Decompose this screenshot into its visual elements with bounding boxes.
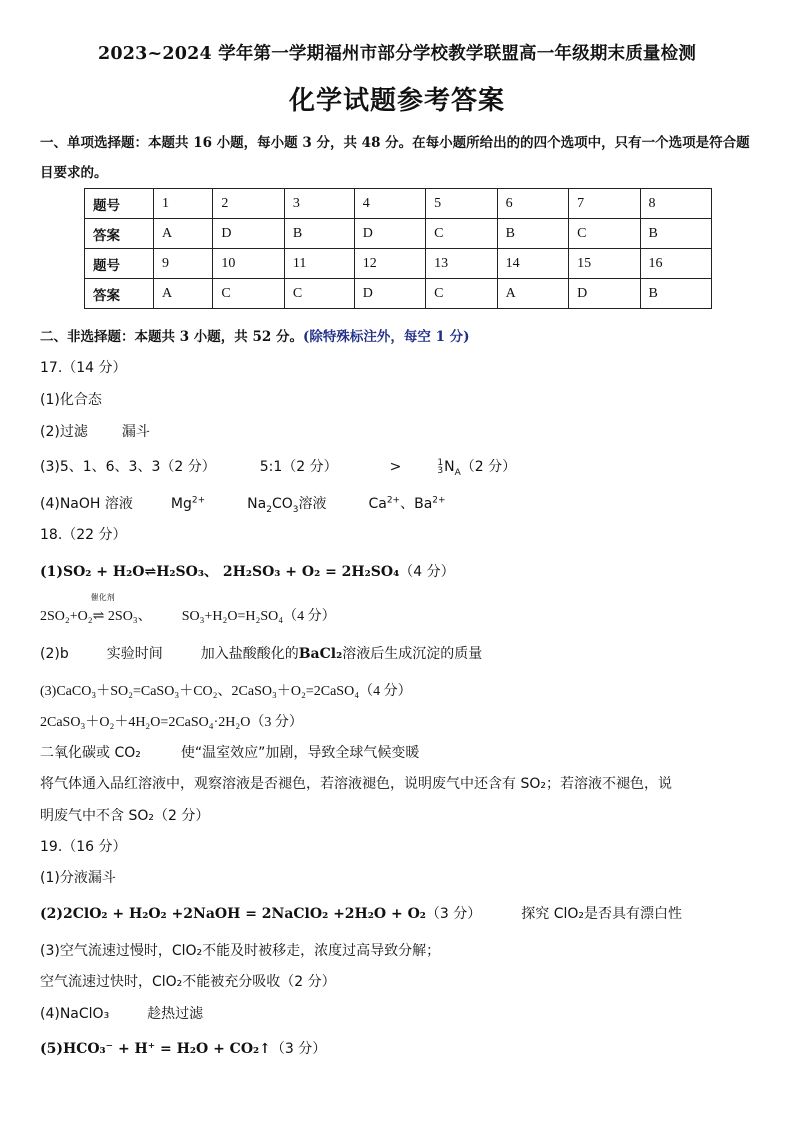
table-cell: C xyxy=(426,279,497,309)
q17-answer-2b: 漏斗 xyxy=(121,424,150,440)
table-row-label: 答案 xyxy=(85,219,154,249)
q18-answer-2d: BaCl₂ xyxy=(298,646,343,662)
fraction-denominator: 3 xyxy=(437,466,444,476)
charge-superscript: 2+ xyxy=(191,495,206,506)
q19-line-5 xyxy=(40,1003,203,1023)
table-cell: 5 xyxy=(426,189,497,219)
table-cell: 13 xyxy=(426,249,497,279)
q17-answer-2 xyxy=(40,421,150,441)
q17-answer-3d-score: （2 分） xyxy=(460,459,517,475)
catalyst-label: 催化剂 xyxy=(90,593,115,602)
formula-part: 溶液 xyxy=(298,496,327,512)
q19-line-4: 空气流速过快时，ClO₂不能被充分吸收（2 分） xyxy=(40,974,336,990)
formula-part: CO xyxy=(271,496,293,512)
q18-line-6 xyxy=(40,742,419,762)
q17-fraction xyxy=(437,459,443,475)
table-cell: B xyxy=(497,219,568,249)
q17-answer-3c: > xyxy=(389,459,402,475)
q19-line-2 xyxy=(40,903,682,923)
table-cell: D xyxy=(354,219,425,249)
q17-answer-3b: 5:1（2 分） xyxy=(259,459,338,475)
table-cell: C xyxy=(213,279,284,309)
table-cell: 3 xyxy=(284,189,354,219)
table-cell: B xyxy=(640,219,711,249)
table-row-label: 答案 xyxy=(85,279,154,309)
table-row xyxy=(85,249,712,279)
exam-header: 2023~2024 学年第一学期福州市部分学校教学联盟高一年级期末质量检测 xyxy=(97,44,697,64)
section-2-instructions xyxy=(40,325,470,345)
q19-answer-4a: (4)NaClO₃ xyxy=(40,1006,110,1022)
fraction-numerator: 1 xyxy=(437,458,444,468)
q17-answer-4c: $Na_2CO_3$溶液 xyxy=(247,496,327,515)
table-cell: 1 xyxy=(154,189,213,219)
formula-part: Ca xyxy=(368,496,387,512)
table-cell: D xyxy=(569,279,640,309)
table-cell: D xyxy=(213,219,284,249)
q18-equation-2b: ⇌ 2SO₃、 xyxy=(92,609,152,624)
table-cell: 10 xyxy=(213,249,284,279)
section-2-note: (除特殊标注外，每空 1 分) xyxy=(302,329,470,345)
table-cell: 14 xyxy=(497,249,568,279)
table-row-label: 题号 xyxy=(85,249,154,279)
answer-table xyxy=(84,188,712,309)
q19-line-1: (1)分液漏斗 xyxy=(40,870,116,886)
table-cell: B xyxy=(640,279,711,309)
q17-heading: 17.（14 分） xyxy=(40,360,127,376)
table-cell: 15 xyxy=(569,249,640,279)
table-cell: B xyxy=(284,219,354,249)
q17-answer-4d: $Ca^{2+}$、$Ba^{2+}$ xyxy=(368,495,446,512)
q18-answer-2b: 实验时间 xyxy=(106,646,163,662)
section-2-text: 二、非选择题：本题共 3 小题，共 52 分。 xyxy=(40,329,303,345)
q18-equation-2c: SO₃+H₂O=H₂SO₄（4 分） xyxy=(181,609,336,624)
table-cell: C xyxy=(284,279,354,309)
table-cell: 7 xyxy=(569,189,640,219)
q18-equation-2a: 2SO₂+O₂ xyxy=(40,609,93,624)
q19-line-2-score: （3 分） xyxy=(425,906,482,922)
q17-answer-1: (1)化合态 xyxy=(40,392,102,408)
table-cell: 16 xyxy=(640,249,711,279)
q17-answer-3 xyxy=(40,456,516,478)
q17-answer-4b: Mg xyxy=(170,496,192,512)
q18-line-5: 2CaSO₃＋O₂＋4H₂O=2CaSO₄·2H₂O（3 分） xyxy=(40,715,303,730)
table-cell: 12 xyxy=(354,249,425,279)
q18-equation-1: (1)SO₂ + H₂O⇌H₂SO₃、 2H₂SO₃ + O₂ = 2H₂SO₄ xyxy=(40,564,400,580)
table-cell: A xyxy=(497,279,568,309)
q17-answer-4 xyxy=(40,493,446,515)
formula-part: Na xyxy=(247,496,267,512)
q18-answer-2e: 溶液后生成沉淀的质量 xyxy=(342,646,483,662)
q19-line-6-score: （3 分） xyxy=(270,1041,327,1057)
q19-line-2-purpose: 探究 ClO₂是否具有漂白性 xyxy=(521,906,683,922)
q17-answer-3a: (3)5、1、6、3、3（2 分） xyxy=(40,459,216,475)
table-cell: 9 xyxy=(154,249,213,279)
page-title: 化学试题参考答案 xyxy=(288,86,505,116)
q18-line-4: (3)CaCO₃＋SO₂=CaSO₃＋CO₂、2CaSO₃＋O₂=2CaSO₄（4 分） xyxy=(40,684,412,699)
table-cell: 2 xyxy=(213,189,284,219)
catalyst-arrow xyxy=(90,593,152,625)
q19-equation-5: (5)HCO₃⁻ + H⁺ = H₂O + CO₂↑ xyxy=(40,1041,271,1057)
table-cell: 6 xyxy=(497,189,568,219)
table-row xyxy=(85,219,712,249)
q17-na-symbol: N xyxy=(444,459,455,475)
q17-na-subscript: A xyxy=(454,467,461,478)
formula-part: 、Ba xyxy=(400,496,433,512)
table-row xyxy=(85,279,712,309)
q18-line-2 xyxy=(40,593,336,625)
table-cell: C xyxy=(569,219,640,249)
q18-line-1-score: （4 分） xyxy=(399,564,455,580)
q19-line-6 xyxy=(40,1038,326,1058)
q18-answer-2a: (2)b xyxy=(40,646,69,662)
section-1-instructions: 一、单项选择题：本题共 16 小题，每小题 3 分，共 48 分。在每小题所给出的的四个选项中，只有一个选项是符合题目要求的。 xyxy=(40,135,750,181)
q18-answer-effect: 使“温室效应”加剧，导致全球气候变暖 xyxy=(180,745,420,761)
q19-answer-4b: 趁热过滤 xyxy=(147,1006,204,1022)
table-cell: 8 xyxy=(640,189,711,219)
q18-line-3 xyxy=(40,643,482,663)
q17-answer-4a: (4)NaOH 溶液 xyxy=(40,496,133,512)
table-cell: A xyxy=(154,279,213,309)
table-cell: A xyxy=(154,219,213,249)
q18-line-1 xyxy=(40,561,455,581)
q19-heading: 19.（16 分） xyxy=(40,839,127,855)
q18-answer-gas: 二氧化碳或 CO₂ xyxy=(40,745,141,761)
q19-equation-2: (2)2ClO₂ + H₂O₂ +2NaOH = 2NaClO₂ +2H₂O + O₂ xyxy=(40,906,426,922)
table-cell: C xyxy=(426,219,497,249)
table-cell: 11 xyxy=(284,249,354,279)
q18-heading: 18.（22 分） xyxy=(40,527,127,543)
table-row xyxy=(85,189,712,219)
table-row-label: 题号 xyxy=(85,189,154,219)
q18-answer-2c: 加入盐酸酸化的 xyxy=(200,646,299,662)
q19-line-3: (3)空气流速过慢时，ClO₂不能及时被移走，浓度过高导致分解； xyxy=(40,943,441,959)
q17-answer-2a: (2)过滤 xyxy=(40,424,88,440)
table-cell: 4 xyxy=(354,189,425,219)
table-cell: D xyxy=(354,279,425,309)
q18-line-7: 将气体通入品红溶液中，观察溶液是否褪色，若溶液褪色，说明废气中还含有 SO₂；若溶液不褪色，说 xyxy=(40,776,672,792)
q18-line-8: 明废气中不含 SO₂（2 分） xyxy=(40,808,210,824)
